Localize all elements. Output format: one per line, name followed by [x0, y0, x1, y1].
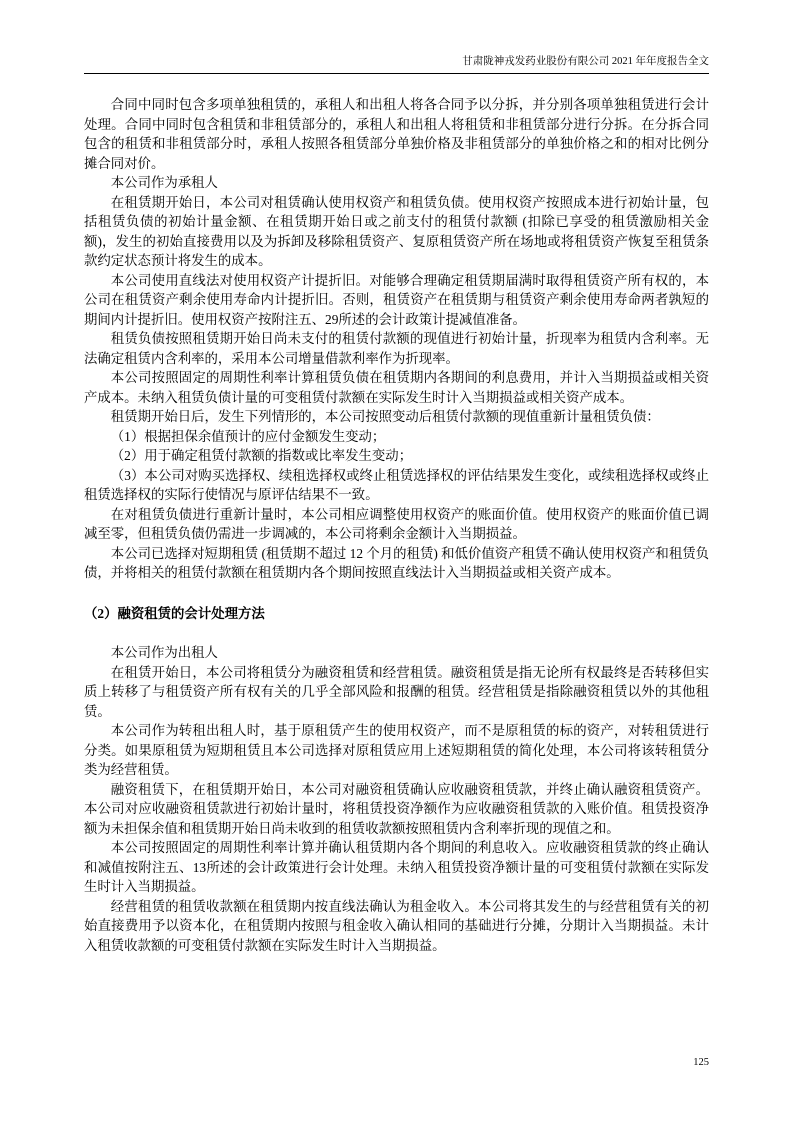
- list-item-3: （3）本公司对购买选择权、续租选择权或终止租赁选择权的评估结果发生变化，或续租选择权或终止租赁选择权的实际行使情况与原评估结果不一致。: [84, 467, 709, 502]
- paragraph: 在对租赁负债进行重新计量时，本公司相应调整使用权资产的账面价值。使用权资产的账面价值已调减至零，但租赁负债仍需进一步调减的，本公司将剩余金额计入当期损益。: [84, 506, 709, 541]
- paragraph: 合同中同时包含多项单独租赁的，承租人和出租人将各合同予以分拆，并分别各项单独租赁进行会计处理。合同中同时包含租赁和非租赁部分的，承租人和出租人将租赁和非租赁部分进行分拆。在分拆合同包含的租赁和非租赁部分时，承租人按照各租赁部分单独价格及非租赁部分的单独价格之和的相对比例分摊合同对价。: [84, 97, 709, 171]
- paragraph: 经营租赁的租赁收款额在租赁期内按直线法确认为租金收入。本公司将其发生的与经营租赁有关的初始直接费用予以资本化，在租赁期内按照与租金收入确认相同的基础进行分摊，分期计入当期损益。未计入租赁收款额的可变租赁付款额在实际发生时计入当期损益。: [84, 898, 709, 953]
- paragraph: 融资租赁下，在租赁期开始日，本公司对融资租赁确认应收融资租赁款，并终止确认融资租赁资产。本公司对应收融资租赁款进行初始计量时，将租赁投资净额作为应收融资租赁款的入账价值。租赁投资净额为未担保余值和租赁期开始日尚未收到的租赁收款额按照租赁内含利率折现的现值之和。: [84, 781, 709, 836]
- page-number: 125: [693, 1057, 709, 1068]
- paragraph: 本公司作为承租人: [110, 175, 218, 190]
- paragraph: 本公司已选择对短期租赁 (租赁期不超过 12 个月的租赁) 和低价值资产租赁不确认使用权资产和租赁负债，并将相关的租赁付款额在租赁期内各个期间按照直线法计入当期损益或相关资产成本。: [84, 545, 709, 580]
- document-body: [84, 95, 709, 955]
- paragraph: 本公司按照固定的周期性利率计算并确认租赁期内各个期间的利息收入。应收融资租赁款的终止确认和减值按附注五、13所述的会计政策进行会计处理。未纳入租赁投资净额计量的可变租赁付款额在实际发生时计入当期损益。: [84, 840, 709, 894]
- paragraph: 在租赁期开始日，本公司对租赁确认使用权资产和租赁负债。使用权资产按照成本进行初始计量，包括租赁负债的初始计量金额、在租赁期开始日或之前支付的租赁付款额 (扣除已享受的租赁激励相关金额)，发生的初始直接费用以及为拆卸及移除租赁资产、复原租赁资产所在场地或将租赁资产恢复至租赁条款约定状态预计将发生的成本。: [84, 194, 709, 268]
- list-item-2: （2）用于确定租赁付款额的指数或比率发生变动；: [110, 448, 413, 463]
- document-footer: [693, 1056, 709, 1070]
- paragraph: 本公司按照固定的周期性利率计算租赁负债在租赁期内各期间的利息费用，并计入当期损益或相关资产成本。未纳入租赁负债计量的可变租赁付款额在实际发生时计入当期损益或相关资产成本。: [84, 370, 709, 405]
- paragraph: 本公司作为出租人: [110, 645, 218, 660]
- paragraph: 本公司作为转租出租人时，基于原租赁产生的使用权资产，而不是原租赁的标的资产，对转租赁进行分类。如果原租赁为短期租赁且本公司选择对原租赁应用上述短期租赁的简化处理，本公司将该转租赁分类为经营租赁。: [84, 723, 709, 777]
- list-item-1: （1）根据担保余值预计的应付金额发生变动；: [110, 428, 386, 444]
- paragraph: 在租赁开始日，本公司将租赁分为融资租赁和经营租赁。融资租赁是指无论所有权最终是否转移但实质上转移了与租赁资产所有权有关的几乎全部风险和报酬的租赁。经营租赁是指除融资租赁以外的其他租赁。: [84, 664, 709, 719]
- paragraph: 租赁负债按照租赁期开始日尚未支付的租赁付款额的现值进行初始计量，折现率为租赁内含利率。无法确定租赁内含利率的，采用本公司增量借款利率作为折现率。: [84, 331, 709, 366]
- header-divider: [84, 73, 709, 74]
- document-header: [84, 55, 709, 69]
- paragraph: 本公司使用直线法对使用权资产计提折旧。对能够合理确定租赁期届满时取得租赁资产所有权的，本公司在租赁资产剩余使用寿命内计提折旧。否则，租赁资产在租赁期与租赁资产剩余使用寿命两者孰短的期间内计提折旧。使用权资产按附注五、29所述的会计政策计提减值准备。: [84, 272, 709, 327]
- paragraph: 租赁期开始日后，发生下列情形的，本公司按照变动后租赁付款额的现值重新计量租赁负债：: [110, 409, 660, 424]
- header-title: 甘肃陇神戎发药业股份有限公司 2021 年年度报告全文: [462, 56, 709, 67]
- section-heading: （2）融资租赁的会计处理方法: [84, 605, 265, 621]
